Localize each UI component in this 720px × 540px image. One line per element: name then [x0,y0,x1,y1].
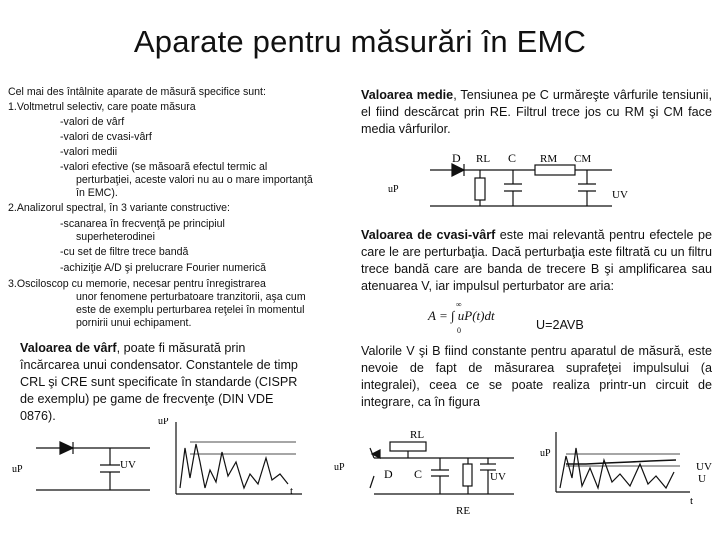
list-item: perturbaţiei, aceste valori nu au o mare importanţă [76,174,313,186]
list-item: superheterodinei [76,231,155,243]
uv-label: UV [120,459,136,471]
peak-value-paragraph [20,340,302,425]
intro-line: Cel mai des întâlnite aparate de măsură specifice sunt: [8,86,266,98]
list-item: -valori medii [60,146,118,158]
rm-label: RM [540,153,558,165]
quasi-peak-heading: Valoarea de cvasi-vârf [361,228,496,242]
peak-value-text: , poate fi măsurată prin încărcarea unui condensator. Constantele de timp CRL şi CRE sunt specificate în standarde (CISPR de exemplu) pe game de frecvenţe (DIN VDE 0876). [20,341,298,423]
uv-axis-label: UV [696,461,712,473]
list-item: este de exemplu perturbarea reţelei în momentul [76,304,305,316]
u-axis-label: U [698,473,706,485]
capacitor-label: C [508,151,517,165]
integration-circuit-diagram [330,428,720,528]
quasi-peak-text: este mai relevantă pentru efectele pe care le are perturbaţia. Dacă perturbaţia este filtrată cu un filtru trece bandă care are banda de trecere B şi amplificarea sau atenuarea V, iar impulsul perturbator are aria: [361,228,712,293]
list-item: pornirii unui echipament. [76,317,192,329]
up-input-label: uP [12,464,23,475]
time-axis-label: t [690,495,694,507]
quasi-peak-paragraph [361,227,712,295]
uv-label: UV [490,471,506,483]
up-input-label: uP [334,462,345,473]
list-item: 2.Analizorul spectral, în 3 variante constructive: [8,202,230,214]
list-item: -valori de cvasi-vârf [60,131,152,143]
rl-label: RL [410,429,425,441]
mean-value-heading: Valoarea medie [361,88,454,102]
list-item: 3.Osciloscop cu memorie, necesar pentru înregistrarea [8,278,266,290]
u-formula: U=2AVB [536,318,584,332]
formula-lhs: A = ∫ uP(t)dt [428,308,495,323]
re-label: RE [456,505,471,517]
capacitor-label: C [414,467,423,481]
peak-value-heading: Valoarea de vârf [20,341,117,355]
mean-value-paragraph [361,87,712,138]
mean-value-text: , Tensiunea pe C urmăreşte vârfurile tensiunii, el fiind descărcat prin RE. Filtrul trece jos cu RM şi CM face media vârfurilor. [361,88,712,136]
list-item: -valori efective (se măsoară efectul termic al [60,161,268,173]
up-input-label: uP [388,184,399,195]
up-axis-label: uP [540,448,551,459]
up-axis-label: uP [158,418,169,427]
peak-value-circuit-diagram [0,418,330,514]
mean-value-circuit-diagram [380,148,630,220]
rl-label: RL [476,153,491,165]
list-item: -achiziţie A/D şi prelucrare Fourier numerică [60,262,267,274]
diode-label: D [452,151,461,165]
page-title: Aparate pentru măsurări în EMC [133,24,587,59]
uv-output-label: UV [612,189,628,201]
list-item: unor fenomene perturbatoare tranzitorii, aşa cum [76,291,306,303]
formula-lower-limit: 0 [457,326,461,335]
cm-label: CM [574,153,592,165]
diode-label: D [384,467,393,481]
list-item: -valori de vârf [60,116,125,128]
list-item: 1.Voltmetrul selectiv, care poate măsura [8,101,196,113]
time-axis-label: t [290,485,294,497]
formula-upper-limit: ∞ [456,300,462,309]
integration-paragraph: Valorile V şi B fiind constante pentru aparatul de măsură, este nevoie de fapt de măsurarea suprafeţei impulsului (a integralei), ceea ce se poate realiza printr-un circuit de integrare, ca în figura [361,344,712,409]
list-item: -cu set de filtre trece bandă [60,246,189,258]
list-item: în EMC). [76,187,118,199]
list-item: -scanarea în frecvenţă pe principiul [60,218,225,230]
